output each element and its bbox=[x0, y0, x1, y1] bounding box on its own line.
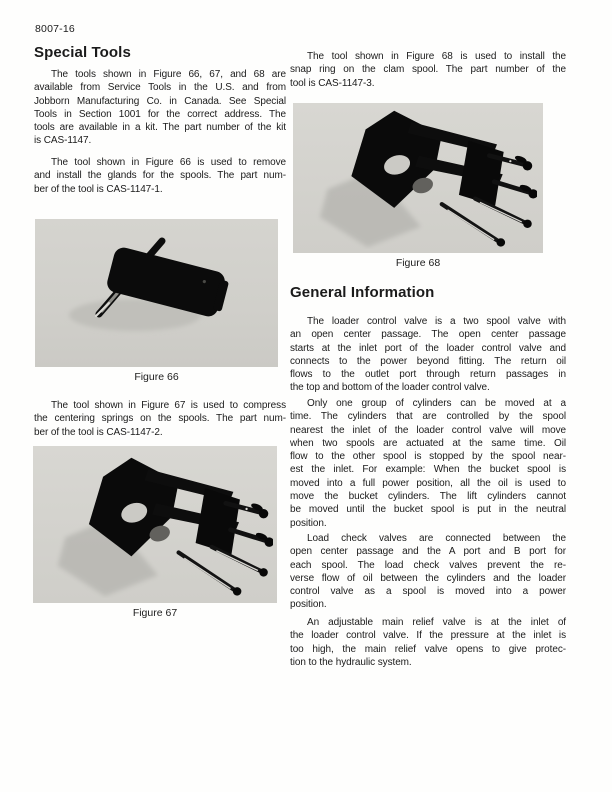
text-line: tools are available in a kit. The part number of the kit bbox=[34, 122, 286, 134]
gland-tool-illustration bbox=[35, 219, 278, 367]
text-line: position. bbox=[290, 599, 327, 611]
text-line: ber of the tool is CAS-1147-2. bbox=[34, 426, 163, 438]
text-line: connects to the power beyond fitting. The return oil bbox=[290, 355, 566, 367]
text-line: time. The cylinders that are controlled by the spool bbox=[290, 411, 566, 423]
figure-67-caption: Figure 67 bbox=[132, 607, 178, 619]
paragraph-figure-67 bbox=[34, 399, 286, 439]
text-line: available from Service Tools in the U.S. and from bbox=[34, 82, 286, 94]
text-line: Load check valves are connected between the bbox=[307, 533, 566, 544]
text-line: Only one group of cylinders can be moved at a bbox=[307, 398, 566, 409]
text-line: The tool shown in Figure 68 is used to install the bbox=[307, 51, 566, 62]
text-line: open center passage and the A port and B port for bbox=[290, 546, 566, 558]
text-line: ber of the tool is CAS-1147-1. bbox=[34, 183, 163, 195]
text-line: the top and bottom of the loader control valve. bbox=[290, 382, 490, 394]
paragraph-general-info-3 bbox=[290, 532, 566, 612]
text-line: Tools in Section 1001 for the correct address. The bbox=[34, 108, 286, 120]
figure-68-photo bbox=[293, 103, 543, 253]
text-line: is CAS-1147. bbox=[34, 135, 92, 147]
page-number: 8007-16 bbox=[35, 23, 75, 35]
text-line: The tool shown in Figure 67 is used to compress bbox=[51, 400, 286, 411]
figure-68-caption: Figure 68 bbox=[395, 257, 441, 269]
figure-66-caption: Figure 66 bbox=[134, 371, 179, 383]
text-line: nearest the inlet of the loader control valve will move bbox=[290, 424, 566, 436]
paragraph-general-info-1 bbox=[290, 315, 566, 395]
text-line: snap ring on the clam spool. The part number of the bbox=[290, 64, 566, 76]
text-line: position. bbox=[290, 517, 327, 529]
paragraph-general-info-4 bbox=[290, 616, 566, 669]
paragraph-figure-68 bbox=[290, 50, 566, 90]
paragraph-figure-66 bbox=[34, 156, 286, 196]
text-line: move the bucket cylinders. The lift cylinders cannot bbox=[290, 491, 566, 503]
text-line: control valve as a spool is moved into a power bbox=[290, 586, 566, 598]
text-line: tool is CAS-1147-3. bbox=[290, 77, 375, 89]
text-line: verse flow of oil between the cylinders and the loader bbox=[290, 572, 566, 584]
snap-ring-tool-illustration bbox=[293, 103, 543, 253]
section-title-general-information: General Information bbox=[290, 284, 435, 301]
text-line: The loader control valve is a two spool valve with bbox=[307, 316, 566, 327]
paragraph-special-tools-intro bbox=[34, 68, 286, 148]
text-line: too high, the main relief valve opens to give protec- bbox=[290, 643, 566, 655]
text-line: flows to the outlet port through return passages in bbox=[290, 369, 566, 381]
text-line: est the inlet. For example: When the bucket spool is bbox=[290, 464, 566, 476]
text-line: Jobborn Manufacturing Co. in Canada. See Special bbox=[34, 95, 286, 107]
spring-compressor-illustration bbox=[33, 446, 277, 603]
figure-66-photo bbox=[35, 219, 278, 367]
text-line: when two spools are actuated at the same time. Oil bbox=[290, 437, 566, 449]
text-line: tion to the hydraulic system. bbox=[290, 656, 412, 668]
text-line: be moved until the bucket spool is put in the neutral bbox=[290, 504, 566, 516]
text-line: The tool shown in Figure 66 is used to remove bbox=[51, 157, 286, 168]
text-line: The tools shown in Figure 66, 67, and 68 are bbox=[51, 69, 286, 80]
text-line: flow to the other spool is stopped by the spool near- bbox=[290, 451, 566, 463]
text-line: the loader control valve. If the pressure at the inlet is bbox=[290, 630, 566, 642]
text-line: An adjustable main relief valve is at the inlet of bbox=[307, 617, 566, 628]
text-line: each spool. The load check valves prevent the re- bbox=[290, 559, 566, 571]
text-line: the centering springs on the spools. The part num- bbox=[34, 413, 286, 425]
text-line: an open center passage. The open center passage bbox=[290, 329, 566, 341]
text-line: moved into a full power position, all the oil is used to bbox=[290, 477, 566, 489]
text-line: and install the glands for the spools. The part num- bbox=[34, 170, 286, 182]
figure-67-photo bbox=[33, 446, 277, 603]
paragraph-general-info-2 bbox=[290, 397, 566, 530]
section-title-special-tools: Special Tools bbox=[34, 44, 131, 61]
text-line: starts at the inlet port of the loader control valve and bbox=[290, 342, 566, 354]
